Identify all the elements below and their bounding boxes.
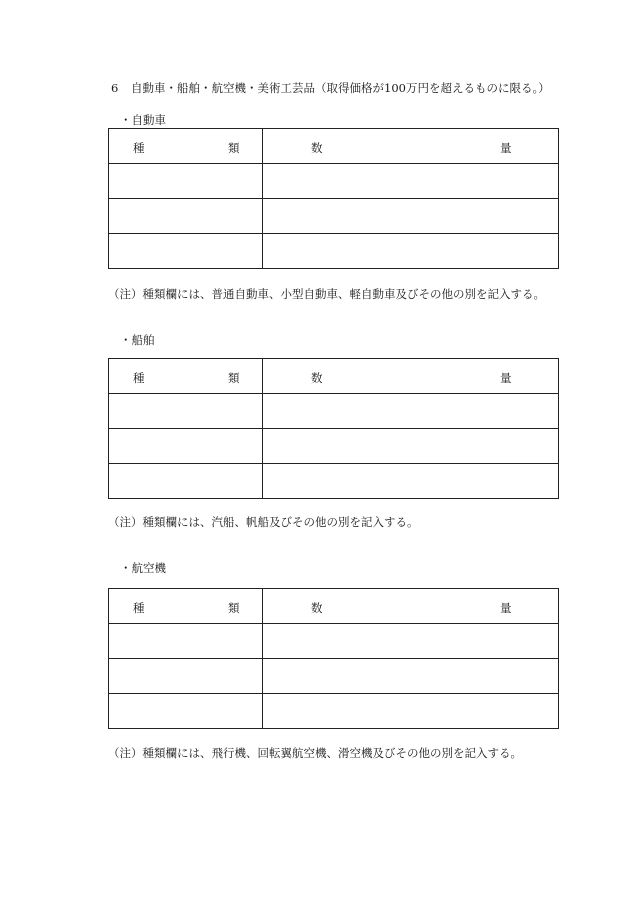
quantity-input-cell[interactable] [263, 394, 559, 429]
table-row [109, 199, 559, 234]
quantity-header [263, 359, 559, 394]
kind-header-char-1: 種 [133, 371, 145, 385]
quantity-header [263, 129, 559, 164]
kind-input-cell[interactable] [109, 694, 263, 729]
quantity-input-cell[interactable] [263, 429, 559, 464]
quantity-header-char-1: 数 [311, 371, 323, 385]
kind-header-char-2: 類 [228, 371, 240, 385]
kind-header-char-1: 種 [133, 601, 145, 615]
kind-input-cell[interactable] [109, 234, 263, 269]
ship-table [108, 358, 559, 499]
quantity-header [263, 589, 559, 624]
quantity-header-char-1: 数 [311, 141, 323, 155]
quantity-input-cell[interactable] [263, 164, 559, 199]
kind-header [109, 589, 263, 624]
kind-input-cell[interactable] [109, 199, 263, 234]
quantity-header-char-2: 量 [500, 141, 512, 155]
quantity-header-char-2: 量 [500, 601, 512, 615]
kind-header [109, 359, 263, 394]
quantity-input-cell[interactable] [263, 464, 559, 499]
note-aircraft: （注）種類欄には、飛行機、回転翼航空機、滑空機及びその他の別を記入する。 [108, 746, 522, 760]
note-automobile: （注）種類欄には、普通自動車、小型自動車、軽自動車及びその他の別を記入する。 [108, 287, 545, 301]
kind-input-cell[interactable] [109, 624, 263, 659]
table-label-ship: ・船舶 [120, 333, 155, 347]
table-row [109, 694, 559, 729]
kind-header-char-1: 種 [133, 141, 145, 155]
table-row [109, 464, 559, 499]
table-row [109, 429, 559, 464]
kind-header [109, 129, 263, 164]
kind-input-cell[interactable] [109, 429, 263, 464]
kind-input-cell[interactable] [109, 394, 263, 429]
kind-input-cell[interactable] [109, 659, 263, 694]
quantity-header-char-1: 数 [311, 601, 323, 615]
kind-header-char-2: 類 [228, 141, 240, 155]
table-label-aircraft: ・航空機 [120, 561, 166, 575]
table-row [109, 394, 559, 429]
quantity-input-cell[interactable] [263, 234, 559, 269]
kind-input-cell[interactable] [109, 464, 263, 499]
table-row [109, 624, 559, 659]
aircraft-table [108, 588, 559, 729]
kind-input-cell[interactable] [109, 164, 263, 199]
section-number: 6 [111, 81, 119, 95]
quantity-input-cell[interactable] [263, 659, 559, 694]
table-header-row [109, 589, 559, 624]
kind-header-char-2: 類 [228, 601, 240, 615]
quantity-input-cell[interactable] [263, 199, 559, 234]
table-header-row [109, 129, 559, 164]
note-ship: （注）種類欄には、汽船、帆船及びその他の別を記入する。 [108, 515, 419, 529]
section-title: 自動車・船舶・航空機・美術工芸品（取得価格が100万円を超えるものに限る。） [131, 81, 550, 95]
section-heading [111, 80, 550, 96]
table-label-automobile: ・自動車 [120, 113, 166, 127]
quantity-input-cell[interactable] [263, 694, 559, 729]
quantity-header-char-2: 量 [500, 371, 512, 385]
table-header-row [109, 359, 559, 394]
automobile-table [108, 128, 559, 269]
quantity-input-cell[interactable] [263, 624, 559, 659]
table-row [109, 164, 559, 199]
table-row [109, 659, 559, 694]
table-row [109, 234, 559, 269]
